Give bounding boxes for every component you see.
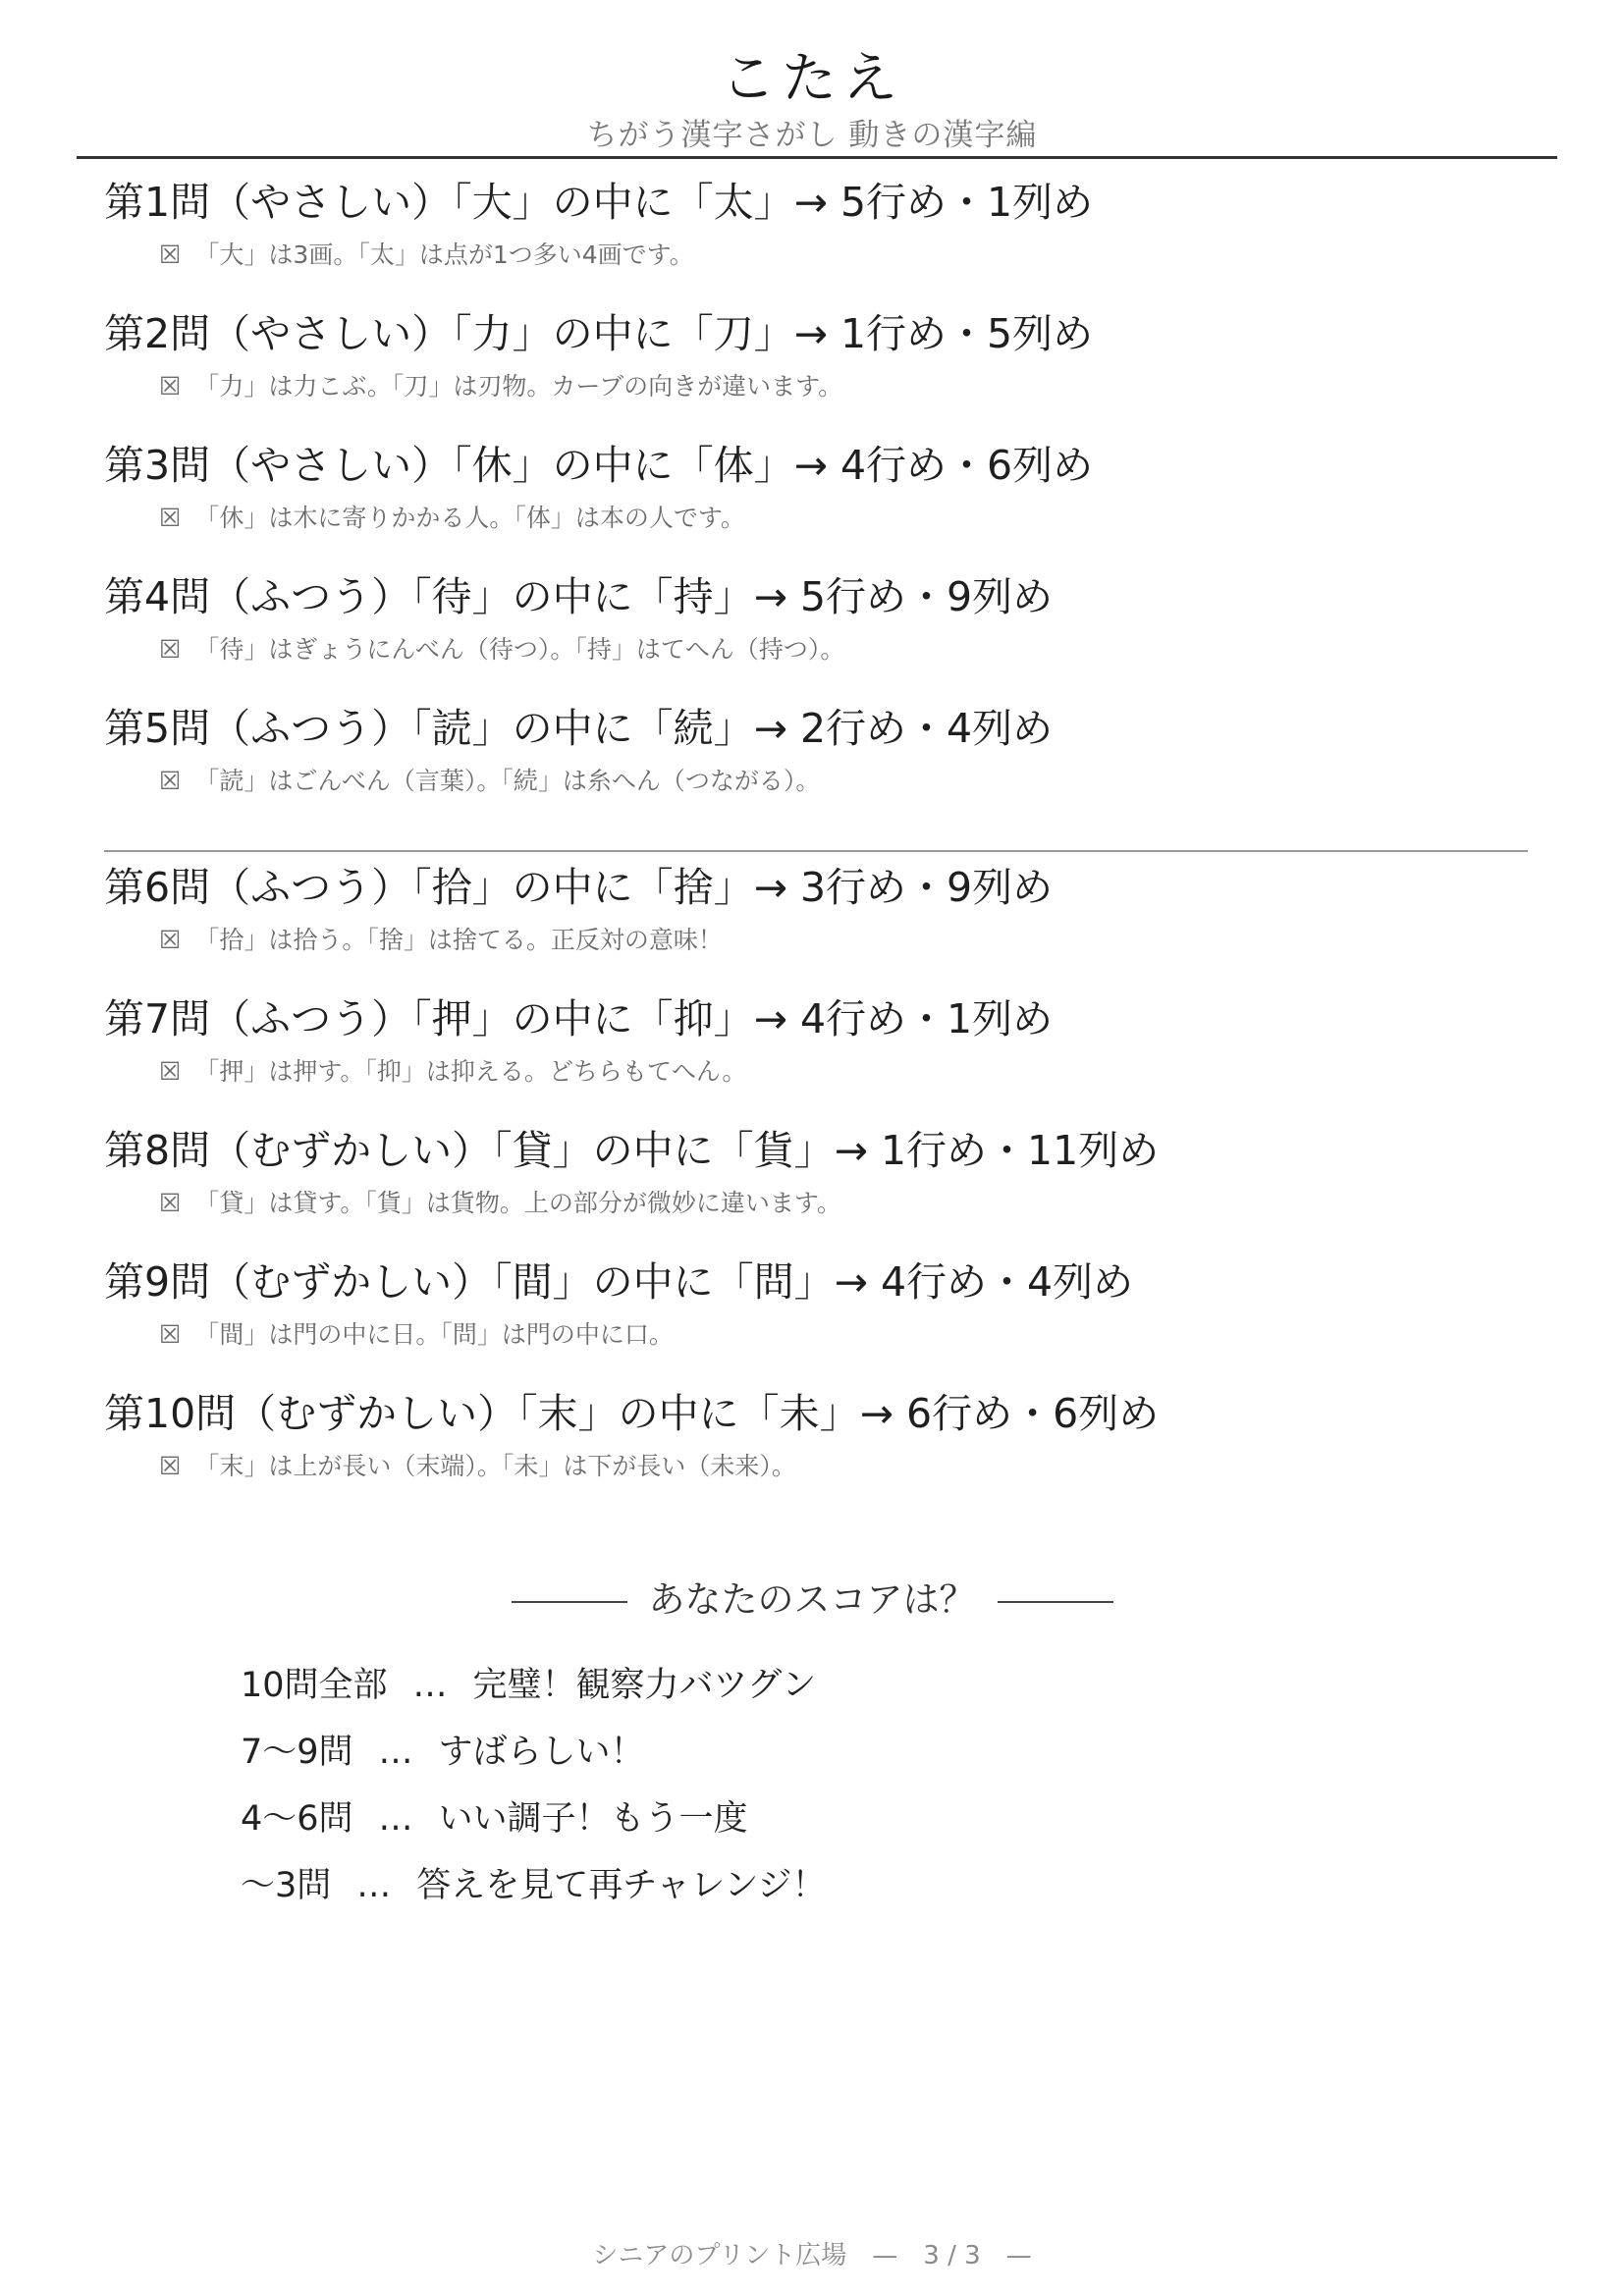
score-message: 完璧！観察力バツグン [472,1666,817,1705]
answer-item-10 [104,1386,1557,1484]
box-check-icon: ☒ [159,1189,182,1217]
answer-note-text: 「力」は力こぶ。「刀」は刃物。カーブの向きが違います。 [194,372,843,400]
answer-note [159,1186,1557,1221]
answer-note [159,1054,1557,1090]
answer-note-text: 「休」は木に寄りかかる人。「体」は本の人です。 [194,504,745,532]
answer-note [159,238,1557,273]
page-title: こたえ [721,47,903,111]
section-divider [104,850,1528,852]
answer-note-text: 「間」は門の中に日。「問」は門の中に口。 [194,1320,674,1349]
answer-note [159,632,1557,667]
box-check-icon: ☒ [159,504,182,532]
answer-note-text: 「押」は押す。「抑」は抑える。どちらもてへん。 [194,1057,747,1086]
score-row-2 [241,1728,645,1777]
answer-note [159,923,1557,958]
score-message: 答えを見て再チャレンジ！ [416,1866,827,1905]
answer-item-9 [104,1255,1557,1353]
answer-question: 第1問（やさしい）「大」の中に「太」→ 5行め・1列め [104,179,1094,226]
box-check-icon: ☒ [159,1057,182,1086]
answer-item-3 [104,438,1557,536]
answer-question: 第6問（ふつう）「拾」の中に「捨」→ 3行め・9列め [104,864,1054,911]
header-divider [77,156,1557,159]
answer-question: 第3問（やさしい）「休」の中に「体」→ 4行め・6列め [104,442,1094,489]
heading-rule-left [512,1601,627,1603]
answer-note-text: 「拾」は拾う。「捨」は捨てる。正反対の意味！ [194,926,723,954]
score-message: すばらしい！ [438,1733,645,1772]
answer-item-5 [104,701,1557,799]
score-range: 7〜9問 [241,1733,353,1772]
answer-note-text: 「待」はぎょうにんべん（待つ）。「持」はてへん（持つ）。 [194,635,845,664]
score-message: いい調子！もう一度 [438,1799,748,1839]
answer-question: 第4問（ふつう）「待」の中に「持」→ 5行め・9列め [104,573,1054,620]
box-check-icon: ☒ [159,240,182,269]
answer-item-2 [104,306,1557,404]
ellipsis: … [378,1733,413,1772]
score-row-1 [241,1661,816,1710]
score-heading-text: あなたのスコアは？ [648,1578,976,1621]
box-check-icon: ☒ [159,926,182,954]
answer-question: 第10問（むずかしい）「末」の中に「未」→ 6行め・6列め [104,1390,1160,1437]
box-check-icon: ☒ [159,372,182,400]
answer-item-8 [104,1123,1557,1221]
answer-question: 第2問（やさしい）「力」の中に「刀」→ 1行め・5列め [104,310,1094,357]
score-row-4 [241,1861,826,1910]
heading-rule-right [998,1601,1113,1603]
ellipsis: … [356,1866,392,1905]
answer-note-text: 「末」は上が長い（末端）。「未」は下が長い（未来）。 [194,1452,796,1480]
score-range: 10問全部 [241,1666,388,1705]
page-footer: シニアのプリント広場 — 3 / 3 — [592,2241,1032,2270]
box-check-icon: ☒ [159,1452,182,1480]
answer-note-text: 「大」は3画。「太」は点が1つ多い4画です。 [194,240,694,269]
answer-item-7 [104,991,1557,1090]
answer-item-6 [104,860,1557,958]
answer-item-1 [104,175,1557,273]
ellipsis: … [378,1799,413,1839]
page-subtitle: ちがう漢字さがし 動きの漢字編 [586,118,1038,153]
answer-question: 第5問（ふつう）「読」の中に「続」→ 2行め・4列め [104,705,1054,752]
score-range: 〜3問 [241,1866,332,1905]
answer-note [159,764,1557,799]
answer-note [159,369,1557,404]
box-check-icon: ☒ [159,1320,182,1349]
answer-note [159,1449,1557,1484]
score-range: 4〜6問 [241,1799,353,1839]
score-row-3 [241,1794,748,1843]
answer-item-4 [104,569,1557,667]
score-heading [0,1575,1624,1626]
box-check-icon: ☒ [159,767,182,795]
answer-question: 第9問（むずかしい）「間」の中に「問」→ 4行め・4列め [104,1258,1134,1306]
answer-note-text: 「読」はごんべん（言葉）。「続」は糸へん（つながる）。 [194,767,821,795]
answer-question: 第7問（ふつう）「押」の中に「抑」→ 4行め・1列め [104,995,1054,1042]
box-check-icon: ☒ [159,635,182,664]
answer-note [159,501,1557,536]
answer-question: 第8問（むずかしい）「貸」の中に「貨」→ 1行め・11列め [104,1127,1160,1174]
answer-note-text: 「貸」は貸す。「貨」は貨物。上の部分が微妙に違います。 [194,1189,841,1217]
ellipsis: … [412,1666,448,1705]
answer-note [159,1317,1557,1353]
